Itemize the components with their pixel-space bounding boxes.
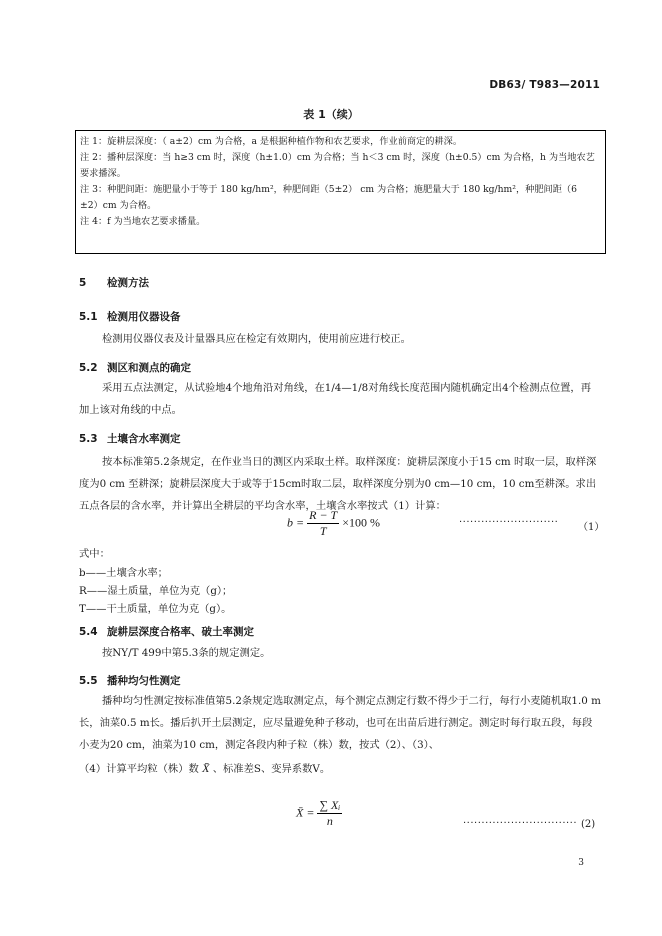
formula-1-fraction: $\frac{R - T}{T}$	[309, 508, 338, 538]
section-body-5-2: 采用五点法测定，从试验地4个地角沿对角线，在1/4—1/8对角线长度范围内随机确定出4个检测点位置，再加上该对角线的中点。	[79, 382, 592, 416]
section-body-5-5-tail: （4）计算平均粒（株）数 X̄ 、标准差S、变异系数V。	[79, 761, 331, 775]
mean-symbol: X̄	[202, 761, 210, 775]
section-heading-5-4: 5.4 旋耕层深度合格率、破土率测定	[79, 626, 254, 638]
formula-2-number: (2)	[581, 819, 596, 830]
section-body-5-4: 按NY/T 499中第5.3条的规定测定。	[102, 647, 271, 659]
page-number: 3	[578, 858, 584, 868]
section-heading-5: 5 检测方法	[79, 277, 149, 289]
formula-1-number: （1）	[578, 522, 605, 533]
formula-2-leader-dots: ·······························	[463, 818, 578, 829]
note-line: 注 4：f 为当地农艺要求播量。	[80, 216, 206, 227]
section-body-5-3: 按本标准第5.2条规定，在作业当日的测区内采取土样。取样深度：旋耕层深度小于15 cm 时取一层，取样深度为0 cm 至耕深；旋耕层深度大于或等于15cm时取二层，取样深度分别为0 cm—10 cm，10 cm至耕深。求出五点各层的含水率，并计算出全耕层的平均含水率，土壤含水率按式（1）计算：	[79, 456, 597, 512]
note-line: ±2）cm 为合格。	[80, 200, 157, 211]
formula-2: X̄ = $\frac{\text{∑ Xᵢ}}{n}$	[296, 798, 341, 828]
section-heading-5-2: 5.2 测区和测点的确定	[79, 362, 191, 374]
note-line: 注 3：种肥间距：施肥量小于等于 180 kg/hm²，种肥间距（5±2） cm 为合格；施肥量大于 180 kg/hm²，种肥间距（6	[80, 184, 577, 195]
formula-2-fraction: $\frac{\text{∑ Xᵢ}}{n}$	[319, 798, 341, 828]
document-code: DB63/ T983—2011	[489, 79, 600, 91]
table-caption: 表 1（续）	[303, 108, 359, 121]
section-body-5-1: 检测用仪器仪表及计量器具应在检定有效期内，使用前应进行校正。	[102, 333, 411, 345]
section-heading-5-5: 5.5 播种均匀性测定	[79, 675, 181, 687]
section-body-5-5: 播种均匀性测定按标准值第5.2条规定选取测定点，每个测定点测定行数不得少于二行，每行小麦随机取1.0 m 长，油菜0.5 m长。播后扒开土层测定，应尽量避免种子移动，也可在出苗后进行测定。测定时每行取五段，每段小麦为20 cm，油菜为10 cm，测定各段内种子粒（株）数，按式（2）、（3）、	[79, 695, 601, 751]
where-item: R——湿土质量，单位为克（g）；	[79, 585, 233, 597]
section-heading-5-3: 5.3 土壤含水率测定	[79, 433, 181, 445]
where-intro: 式中：	[79, 548, 110, 560]
notes-box	[75, 130, 606, 254]
note-line: 注 1：旋耕层深度：（ a±2）cm 为合格，a 是根据种植作物和农艺要求，作业前商定的耕深。	[80, 136, 463, 147]
note-line: 要求播深。	[80, 168, 126, 179]
note-line: 注 2：播种层深度：当 h≥3 cm 时，深度（h±1.0）cm 为合格；当 h＜3 cm 时，深度（h±0.5）cm 为合格，h 为当地农艺	[80, 152, 595, 163]
where-item: b——土壤含水率；	[79, 567, 168, 579]
where-item: T——干土质量，单位为克（g）。	[79, 603, 232, 615]
formula-1-leader-dots: ···························	[459, 517, 559, 528]
section-heading-5-1: 5.1 检测用仪器设备	[79, 311, 181, 323]
formula-1: b = $\frac{R - T}{T}$ ×100 %	[287, 508, 380, 538]
